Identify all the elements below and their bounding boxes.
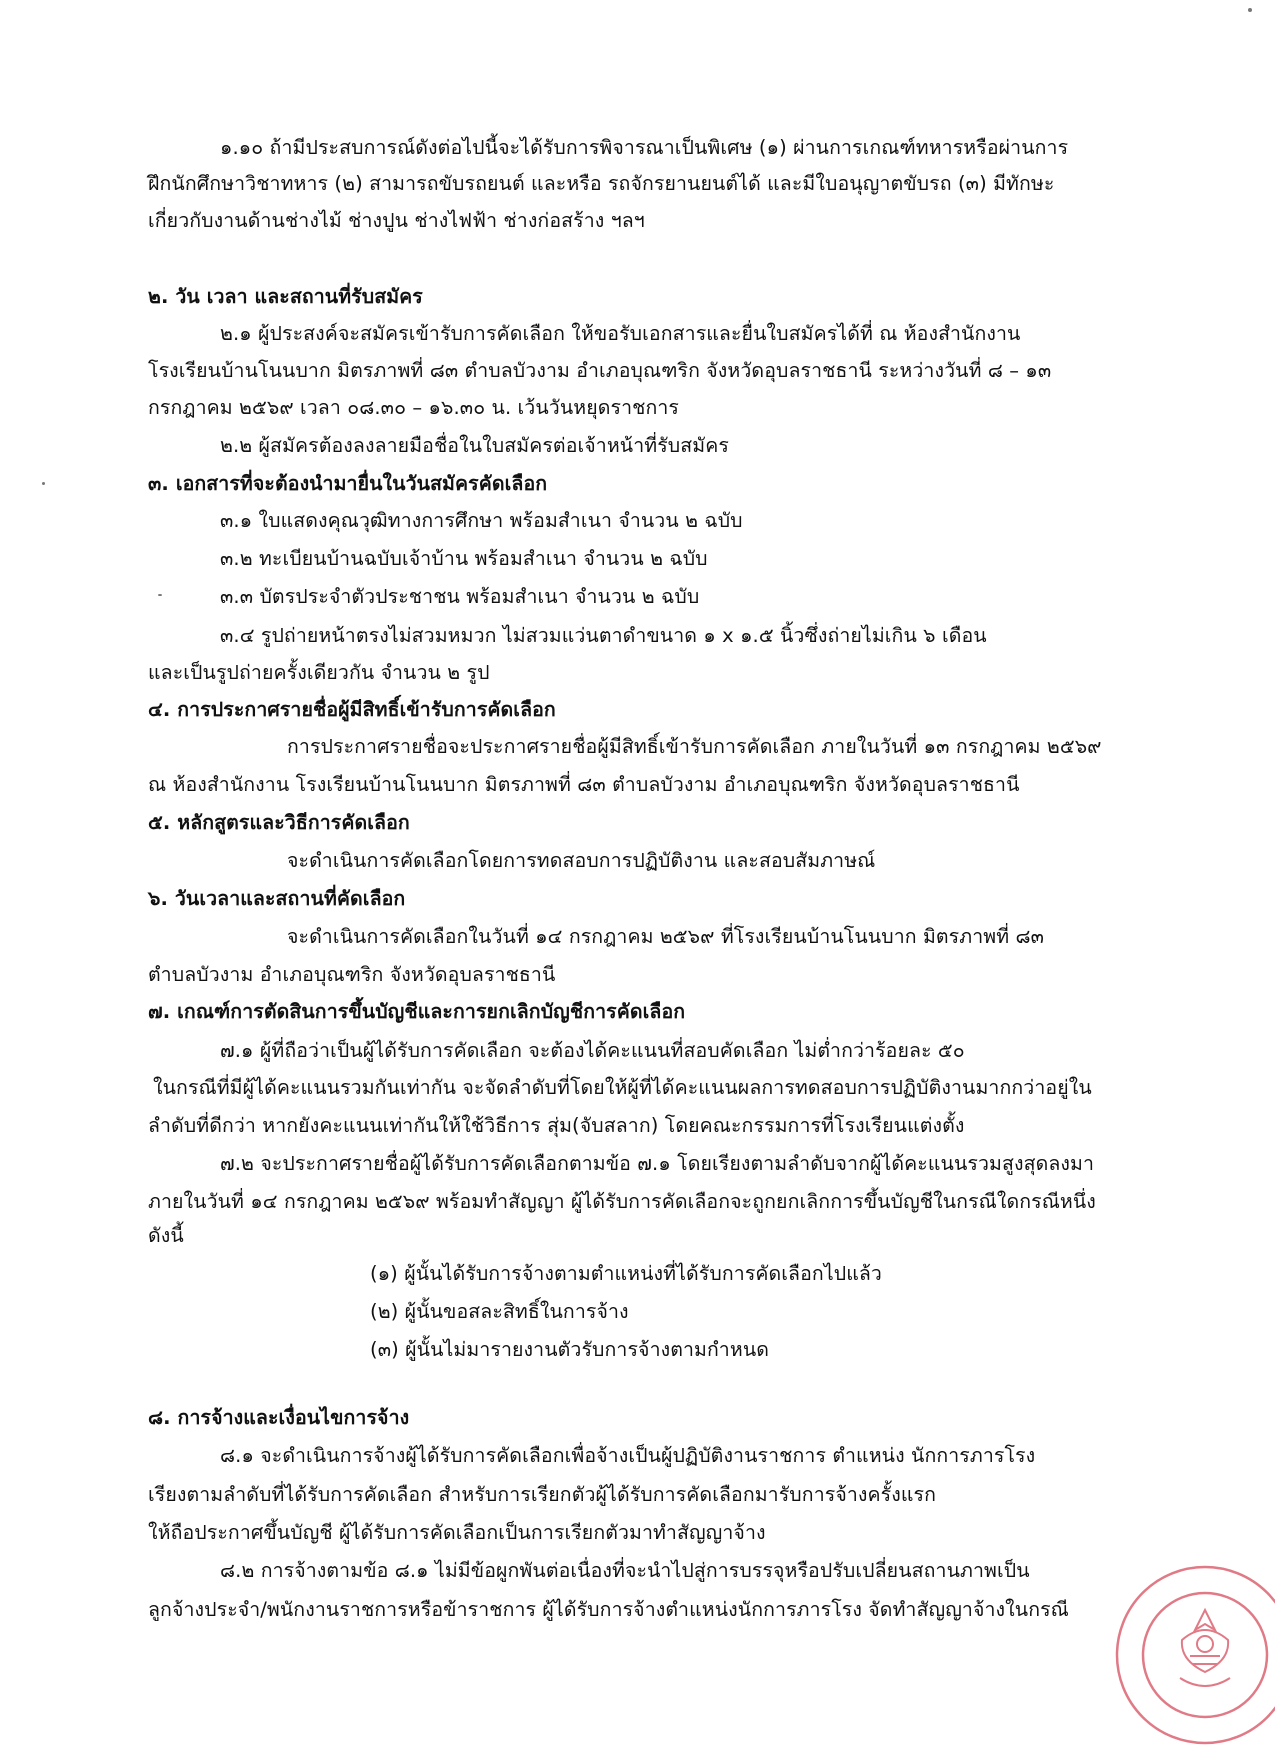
section-3-4-line-2: และเป็นรูปถ่ายครั้งเดียวกัน จำนวน ๒ รูป <box>148 661 490 684</box>
section-7-1-line-3: ลำดับที่ดีกว่า หากยังคะแนนเท่ากันให้ใช้วิธีการ สุ่ม(จับสลาก) โดยคณะกรรมการที่โรงเรียนแต่งตั้ง <box>148 1114 965 1137</box>
section-3-2: ๓.๒ ทะเบียนบ้านฉบับเจ้าบ้าน พร้อมสำเนา จำนวน ๒ ฉบับ <box>220 547 708 570</box>
item-1-10-line-1: ๑.๑๐ ถ้ามีประสบการณ์ดังต่อไปนี้จะได้รับการพิจารณาเป็นพิเศษ (๑) ผ่านการเกณฑ์ทหารหรือผ่านการ <box>220 136 1069 159</box>
section-6-line-1: จะดำเนินการคัดเลือกในวันที่ ๑๔ กรกฎาคม ๒๕๖๙ ที่โรงเรียนบ้านโนนบาก มิตรภาพที่ ๘๓ <box>287 925 1045 948</box>
section-2-1-line-2: โรงเรียนบ้านโนนบาก มิตรภาพที่ ๘๓ ตำบลบัวงาม อำเภอบุณฑริก จังหวัดอุบลราชธานี ระหว่างวันที่ ๘ – ๑๓ <box>148 359 1052 382</box>
section-4-heading: ๔. การประกาศรายชื่อผู้มีสิทธิ์เข้ารับการคัดเลือก <box>148 698 556 721</box>
item-1-10-line-2: ฝึกนักศึกษาวิชาทหาร (๒) สามารถขับรถยนต์ และหรือ รถจักรยานยนต์ได้ และมีใบอนุญาตขับรถ (๓) มีทักษะ <box>148 172 1055 195</box>
official-seal-stamp <box>1110 1560 1275 1750</box>
section-2-1-line-3: กรกฎาคม ๒๕๖๙ เวลา ๐๘.๓๐ – ๑๖.๓๐ น. เว้นวันหยุดราชการ <box>148 396 679 419</box>
section-8-2-line-1: ๘.๒ การจ้างตามข้อ ๘.๑ ไม่มีข้อผูกพันต่อเนื่องที่จะนำไปสู่การบรรจุหรือปรับเปลี่ยนสถานภาพเป็น <box>220 1559 1030 1582</box>
seal-emblem <box>1180 1610 1230 1686</box>
section-7-2-line-3: ดังนี้ <box>148 1224 184 1247</box>
section-8-1-line-1: ๘.๑ จะดำเนินการจ้างผู้ได้รับการคัดเลือกเพื่อจ้างเป็นผู้ปฏิบัติงานราชการ ตำแหน่ง นักการภารโรง <box>220 1444 1036 1467</box>
section-7-1-line-2: ในกรณีที่มีผู้ได้คะแนนรวมกันเท่ากัน จะจัดลำดับที่โดยให้ผู้ที่ได้คะแนนผลการทดสอบการปฏิบัติงานมากกว่าอยู่ใน <box>153 1076 1092 1099</box>
section-2-1-line-1: ๒.๑ ผู้ประสงค์จะสมัครเข้ารับการคัดเลือก ให้ขอรับเอกสารและยื่นใบสมัครได้ที่ ณ ห้องสำนักงาน <box>220 322 1021 345</box>
section-8-2-line-2: ลูกจ้างประจำ/พนักงานราชการหรือข้าราชการ ผู้ได้รับการจ้างตำแหน่งนักการภารโรง จัดทำสัญญาจ้างในกรณี <box>148 1598 1069 1621</box>
scan-speck <box>158 594 162 596</box>
section-5-heading: ๕. หลักสูตรและวิธีการคัดเลือก <box>148 811 410 834</box>
section-4-line-2: ณ ห้องสำนักงาน โรงเรียนบ้านโนนบาก มิตรภาพที่ ๘๓ ตำบลบัวงาม อำเภอบุณฑริก จังหวัดอุบลราชธานี <box>148 773 1020 796</box>
section-3-heading: ๓. เอกสารที่จะต้องนำมายื่นในวันสมัครคัดเลือก <box>148 472 548 495</box>
section-7-case-3: (๓) ผู้นั้นไม่มารายงานตัวรับการจ้างตามกำหนด <box>370 1338 770 1361</box>
section-5-line-1: จะดำเนินการคัดเลือกโดยการทดสอบการปฏิบัติงาน และสอบสัมภาษณ์ <box>287 849 876 872</box>
section-6-heading: ๖. วันเวลาและสถานที่คัดเลือก <box>148 887 406 910</box>
section-6-line-2: ตำบลบัวงาม อำเภอบุณฑริก จังหวัดอุบลราชธานี <box>148 963 556 986</box>
section-7-heading: ๗. เกณฑ์การตัดสินการขึ้นบัญชีและการยกเลิกบัญชีการคัดเลือก <box>148 1000 686 1023</box>
scan-speck <box>1248 8 1252 12</box>
section-8-heading: ๘. การจ้างและเงื่อนไขการจ้าง <box>148 1406 410 1429</box>
section-7-case-2: (๒) ผู้นั้นขอสละสิทธิ์ในการจ้าง <box>370 1300 629 1323</box>
section-7-2-line-1: ๗.๒ จะประกาศรายชื่อผู้ได้รับการคัดเลือกตามข้อ ๗.๑ โดยเรียงตามลำดับจากผู้ได้คะแนนรวมสูงสุดลงมา <box>220 1152 1095 1175</box>
section-7-1-line-1: ๗.๑ ผู้ที่ถือว่าเป็นผู้ได้รับการคัดเลือก จะต้องได้คะแนนที่สอบคัดเลือก ไม่ต่ำกว่าร้อยละ ๕๐ <box>220 1039 965 1062</box>
section-3-1: ๓.๑ ใบแสดงคุณวุฒิทางการศึกษา พร้อมสำเนา จำนวน ๒ ฉบับ <box>220 509 743 532</box>
section-8-1-line-3: ให้ถือประกาศขึ้นบัญชี ผู้ได้รับการคัดเลือกเป็นการเรียกตัวมาทำสัญญาจ้าง <box>148 1521 766 1544</box>
scan-speck <box>42 482 45 485</box>
section-7-2-line-2: ภายในวันที่ ๑๔ กรกฎาคม ๒๕๖๙ พร้อมทำสัญญา ผู้ได้รับการคัดเลือกจะถูกยกเลิกการขึ้นบัญชีในกรณีใดกรณีหนึ่ง <box>148 1190 1096 1213</box>
section-2-2: ๒.๒ ผู้สมัครต้องลงลายมือชื่อในใบสมัครต่อเจ้าหน้าที่รับสมัคร <box>220 434 729 457</box>
section-4-line-1: การประกาศรายชื่อจะประกาศรายชื่อผู้มีสิทธิ์เข้ารับการคัดเลือก ภายในวันที่ ๑๓ กรกฎาคม ๒๕๖๙ <box>287 735 1102 758</box>
section-3-3: ๓.๓ บัตรประจำตัวประชาชน พร้อมสำเนา จำนวน ๒ ฉบับ <box>220 585 700 608</box>
section-3-4-line-1: ๓.๔ รูปถ่ายหน้าตรงไม่สวมหมวก ไม่สวมแว่นตาดำขนาด ๑ x ๑.๕ นิ้วซึ่งถ่ายไม่เกิน ๖ เดือน <box>220 624 987 647</box>
item-1-10-line-3: เกี่ยวกับงานด้านช่างไม้ ช่างปูน ช่างไฟฟ้า ช่างก่อสร้าง ฯลฯ <box>148 209 645 232</box>
section-8-1-line-2: เรียงตามลำดับที่ได้รับการคัดเลือก สำหรับการเรียกตัวผู้ได้รับการคัดเลือกมารับการจ้างครั้งแรก <box>148 1483 936 1506</box>
section-2-heading: ๒. วัน เวลา และสถานที่รับสมัคร <box>148 285 423 308</box>
section-7-case-1: (๑) ผู้นั้นได้รับการจ้างตามตำแหน่งที่ได้รับการคัดเลือกไปแล้ว <box>370 1262 882 1285</box>
